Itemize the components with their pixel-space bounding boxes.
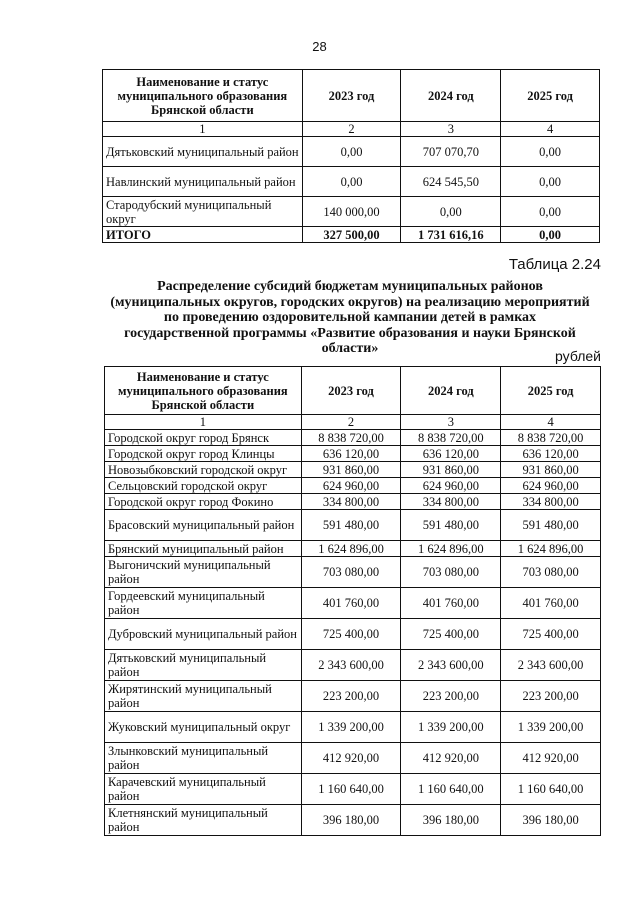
row-name: Городской округ город Клинцы: [105, 446, 302, 462]
row-name: Дубровский муниципальный район: [105, 619, 302, 650]
total-2023: 327 500,00: [302, 227, 401, 243]
cell-2025: 0,00: [501, 197, 600, 227]
index-cell: 1: [105, 415, 302, 430]
cell-2025: 401 760,00: [501, 588, 601, 619]
cell-2025: 2 343 600,00: [501, 650, 601, 681]
cell-2024: 1 160 640,00: [401, 774, 501, 805]
table-row: [105, 619, 601, 650]
cell-2023: 8 838 720,00: [301, 430, 401, 446]
cell-2024: 0,00: [401, 197, 501, 227]
cell-2025: 0,00: [501, 137, 600, 167]
cell-2024: 401 760,00: [401, 588, 501, 619]
index-cell: 3: [401, 122, 501, 137]
cell-2023: 636 120,00: [301, 446, 401, 462]
table-continuation: [102, 69, 600, 243]
cell-2025: 396 180,00: [501, 805, 601, 836]
row-name: Злынковский муниципальный район: [105, 743, 302, 774]
row-name: Навлинский муниципальный район: [103, 167, 303, 197]
cell-2025: 725 400,00: [501, 619, 601, 650]
cell-2023: 334 800,00: [301, 494, 401, 510]
cell-2025: 8 838 720,00: [501, 430, 601, 446]
cell-2024: 707 070,70: [401, 137, 501, 167]
total-2025: 0,00: [501, 227, 600, 243]
total-2024: 1 731 616,16: [401, 227, 501, 243]
index-row: [103, 122, 600, 137]
row-name: Новозыбковский городской округ: [105, 462, 302, 478]
table-body: [105, 430, 601, 836]
table-row: [105, 588, 601, 619]
table-row: [105, 541, 601, 557]
cell-2024: 931 860,00: [401, 462, 501, 478]
index-cell: 4: [501, 122, 600, 137]
row-name: Городской округ город Фокино: [105, 494, 302, 510]
row-name: Городской округ город Брянск: [105, 430, 302, 446]
table-2-24: [104, 366, 601, 836]
cell-2024: 412 920,00: [401, 743, 501, 774]
cell-2025: 591 480,00: [501, 510, 601, 541]
cell-2024: 334 800,00: [401, 494, 501, 510]
header-2025: 2025 год: [501, 367, 601, 415]
row-name: Карачевский муниципальный район: [105, 774, 302, 805]
cell-2023: 396 180,00: [301, 805, 401, 836]
cell-2025: 1 339 200,00: [501, 712, 601, 743]
header-2023: 2023 год: [302, 70, 401, 122]
table-row: [105, 446, 601, 462]
unit-label: рублей: [555, 348, 601, 364]
row-name: Дятьковский муниципальный район: [103, 137, 303, 167]
cell-2024: 725 400,00: [401, 619, 501, 650]
cell-2024: 624 545,50: [401, 167, 501, 197]
row-name: Клетнянский муниципальный район: [105, 805, 302, 836]
row-name: Брасовский муниципальный район: [105, 510, 302, 541]
row-name: Сельцовский городской округ: [105, 478, 302, 494]
cell-2023: 1 339 200,00: [301, 712, 401, 743]
header-2024: 2024 год: [401, 367, 501, 415]
cell-2025: 636 120,00: [501, 446, 601, 462]
table-row: [105, 805, 601, 836]
table-row: [105, 681, 601, 712]
table-row: [103, 167, 600, 197]
cell-2023: 2 343 600,00: [301, 650, 401, 681]
cell-2023: 0,00: [302, 137, 401, 167]
table-row: [105, 430, 601, 446]
header-2025: 2025 год: [501, 70, 600, 122]
cell-2023: 140 000,00: [302, 197, 401, 227]
row-name: Жуковский муниципальный округ: [105, 712, 302, 743]
cell-2024: 2 343 600,00: [401, 650, 501, 681]
cell-2023: 0,00: [302, 167, 401, 197]
table-header-row: [105, 367, 601, 415]
header-2024: 2024 год: [401, 70, 501, 122]
cell-2025: 334 800,00: [501, 494, 601, 510]
table-row: [105, 743, 601, 774]
cell-2025: 1 160 640,00: [501, 774, 601, 805]
row-name: Гордеевский муниципальный район: [105, 588, 302, 619]
cell-2023: 1 624 896,00: [301, 541, 401, 557]
total-label: ИТОГО: [103, 227, 303, 243]
table-header-row: [103, 70, 600, 122]
index-cell: 2: [301, 415, 401, 430]
cell-2025: 412 920,00: [501, 743, 601, 774]
index-cell: 3: [401, 415, 501, 430]
index-cell: 1: [103, 122, 303, 137]
cell-2025: 931 860,00: [501, 462, 601, 478]
header-2023: 2023 год: [301, 367, 401, 415]
cell-2023: 931 860,00: [301, 462, 401, 478]
cell-2024: 636 120,00: [401, 446, 501, 462]
cell-2023: 624 960,00: [301, 478, 401, 494]
cell-2024: 703 080,00: [401, 557, 501, 588]
table-row: [105, 774, 601, 805]
cell-2024: 624 960,00: [401, 478, 501, 494]
row-name: Брянский муниципальный район: [105, 541, 302, 557]
cell-2025: 223 200,00: [501, 681, 601, 712]
cell-2025: 624 960,00: [501, 478, 601, 494]
cell-2023: 1 160 640,00: [301, 774, 401, 805]
cell-2024: 8 838 720,00: [401, 430, 501, 446]
cell-2024: 223 200,00: [401, 681, 501, 712]
table-row: [105, 462, 601, 478]
row-name: Дятьковский муниципальный район: [105, 650, 302, 681]
cell-2023: 401 760,00: [301, 588, 401, 619]
row-name: Стародубский муниципальный округ: [103, 197, 303, 227]
cell-2024: 1 339 200,00: [401, 712, 501, 743]
index-row: [105, 415, 601, 430]
header-name: Наименование и статус муниципального образования Брянской области: [105, 367, 302, 415]
cell-2025: 703 080,00: [501, 557, 601, 588]
cell-2024: 396 180,00: [401, 805, 501, 836]
section-title: Распределение субсидий бюджетам муниципальных районов (муниципальных округов, городских округов) на реализацию мероприятий по проведению оздоровительной кампании детей в рамках государственной программы «Развитие образования и науки Брянской области»: [110, 279, 590, 356]
table-row: [105, 510, 601, 541]
total-row: [103, 227, 600, 243]
table-row: [105, 494, 601, 510]
cell-2023: 412 920,00: [301, 743, 401, 774]
index-cell: 2: [302, 122, 401, 137]
header-name: Наименование и статус муниципального образования Брянской области: [103, 70, 303, 122]
row-name: Выгоничский муниципальный район: [105, 557, 302, 588]
table-row: [103, 197, 600, 227]
index-cell: 4: [501, 415, 601, 430]
cell-2023: 725 400,00: [301, 619, 401, 650]
cell-2025: 0,00: [501, 167, 600, 197]
cell-2023: 591 480,00: [301, 510, 401, 541]
table-row: [105, 557, 601, 588]
table-row: [103, 137, 600, 167]
cell-2025: 1 624 896,00: [501, 541, 601, 557]
table-row: [105, 650, 601, 681]
cell-2023: 703 080,00: [301, 557, 401, 588]
page-number: 28: [312, 39, 327, 54]
row-name: Жирятинский муниципальный район: [105, 681, 302, 712]
table-label: Таблица 2.24: [508, 256, 601, 273]
table-row: [105, 478, 601, 494]
table-row: [105, 712, 601, 743]
cell-2023: 223 200,00: [301, 681, 401, 712]
cell-2024: 1 624 896,00: [401, 541, 501, 557]
cell-2024: 591 480,00: [401, 510, 501, 541]
